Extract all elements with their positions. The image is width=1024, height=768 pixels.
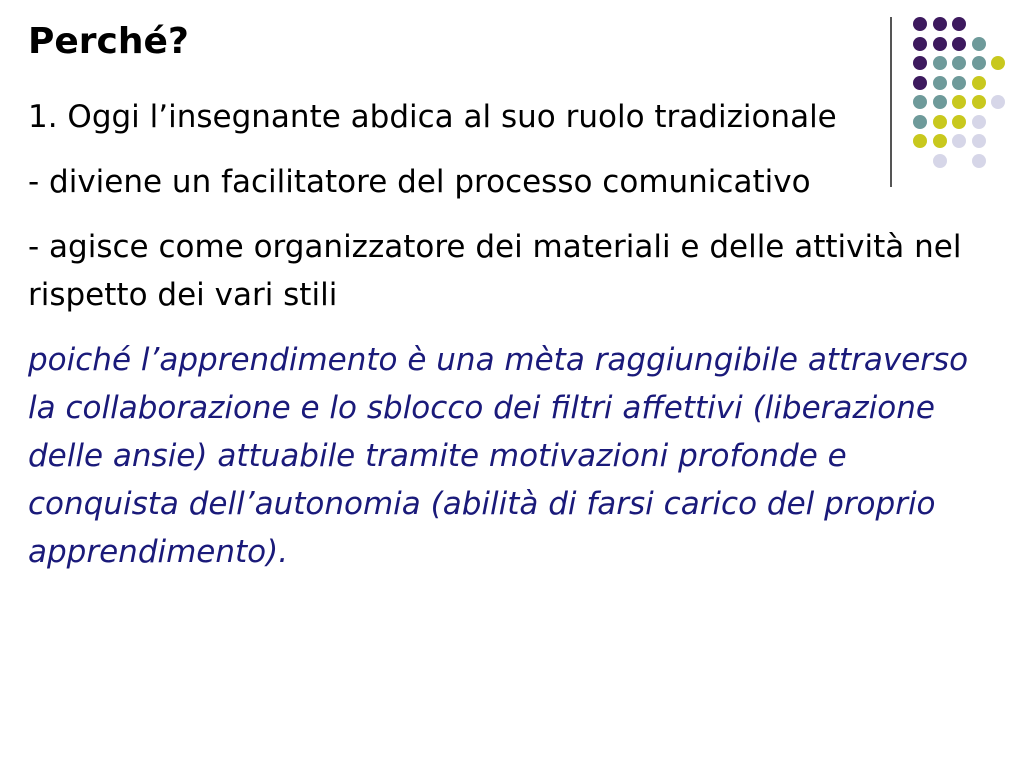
- decorative-dot: [913, 56, 927, 70]
- decorative-dot: [952, 76, 966, 90]
- body-paragraph: 1. Oggi l’insegnante abdica al suo ruolo tradizionale: [28, 99, 837, 135]
- decorative-dot: [952, 17, 966, 31]
- emphasis-paragraph: poiché l’apprendimento è una mèta raggiungibile attraverso la collaborazione e lo sblocco dei filtri affettivi (liberazione delle ansie) attuabile tramite motivazioni profonde e conquista dell’autonomia (abilità di farsi carico del proprio apprendimento).: [28, 342, 969, 570]
- decorative-dot: [972, 76, 986, 90]
- decorative-dot: [933, 37, 947, 51]
- decorative-dot: [991, 56, 1005, 70]
- decorative-dot: [972, 37, 986, 51]
- decorative-dot: [933, 17, 947, 31]
- decorative-dot: [972, 56, 986, 70]
- decorative-dot: [913, 76, 927, 90]
- slide-body: [28, 93, 988, 593]
- slide-title: Perché?: [28, 21, 189, 62]
- decorative-dot: [933, 56, 947, 70]
- body-paragraph: - agisce come organizzatore dei materiali e delle attività nel rispetto dei vari stili: [28, 229, 962, 313]
- decorative-dot: [952, 37, 966, 51]
- decorative-dot: [952, 56, 966, 70]
- decorative-dot: [913, 17, 927, 31]
- decorative-dot: [913, 37, 927, 51]
- decorative-dot: [991, 95, 1005, 109]
- decorative-dot: [933, 76, 947, 90]
- body-paragraph: - diviene un facilitatore del processo comunicativo: [28, 164, 811, 200]
